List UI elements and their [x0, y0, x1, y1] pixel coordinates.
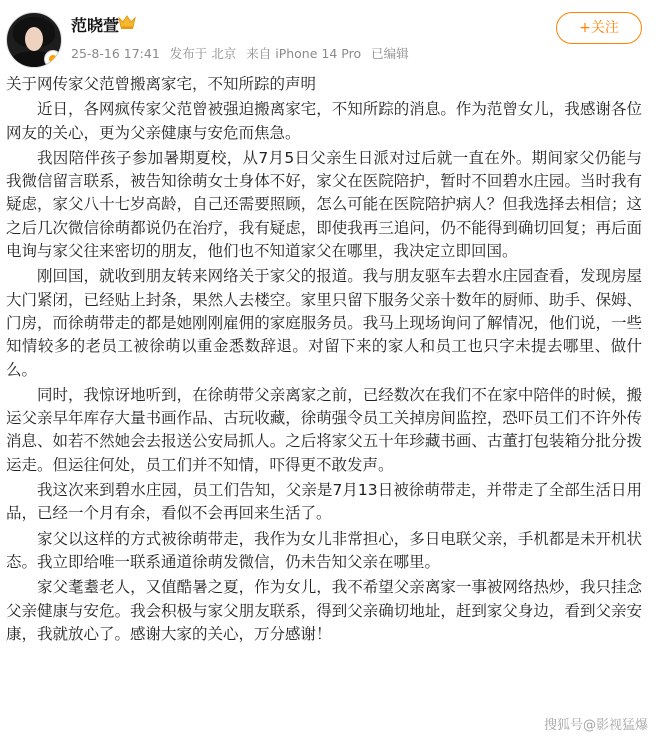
- post-title: 关于网传家父范曾搬离家宅，不知所踪的声明: [6, 75, 317, 93]
- post-meta: [71, 44, 415, 62]
- post-header: [0, 0, 660, 62]
- post-paragraph: 我因陪伴孩子参加暑期夏校，从7月5日父亲生日派对过后就一直在外。期间家父仍能与我微信留言联系，被告知徐萌女士身体不好，家父在医院陪护，暂时不回碧水庄园。当时我有疑虑，家父八十七岁高龄，自己还需要照顾，怎么可能在医院陪护病人？但我选择去相信；这之后几次微信徐萌都说仍在治疗，我有疑虑，即使我再三追问，仍不能得到确切回复；再后面电询与家父往来密切的朋友，他们也不知道家父在哪里，我决定立即回国。: [6, 148, 642, 261]
- post-paragraph: 家父以这样的方式被徐萌带走，我作为女儿非常担心，多日电联父亲，手机都是未开机状态。我立即给唯一联系通道徐萌发微信，仍未告知父亲在哪里。: [6, 529, 642, 571]
- post-time: 25-8-16 17:41: [71, 46, 160, 61]
- verified-badge-icon: [44, 50, 62, 68]
- username[interactable]: 范晓萱: [71, 16, 120, 35]
- post-content: [6, 73, 642, 648]
- follow-button[interactable]: +关注: [556, 12, 642, 44]
- post-device: 来自 iPhone 14 Pro: [246, 46, 362, 61]
- avatar[interactable]: [6, 12, 62, 68]
- avatar-face: [25, 27, 43, 51]
- post-paragraph: 我这次来到碧水庄园，员工们告知，父亲是7月13日被徐萌带走，并带走了全部生活日用品，已经一个月有余，看似不会再回来生活了。: [6, 481, 642, 523]
- watermark: 搜狐号@影视猛爆: [544, 714, 648, 733]
- post-paragraph: 近日，各网疯传家父范曾被强迫搬离家宅，不知所踪的消息。作为范曾女儿，我感谢各位网友的关心，更为父亲健康与安危而焦急。: [6, 100, 642, 142]
- post-paragraph: 家父耄耋老人，又值酷暑之夏，作为女儿，我不希望父亲离家一事被网络热炒，我只挂念父亲健康与安危。我会积极与家父朋友联系，得到父亲确切地址，赶到家父身边，看到父亲安康，我就放心了。感谢大家的关心，万分感谢！: [6, 578, 642, 643]
- post-paragraph: 刚回国，就收到朋友转来网络关于家父的报道。我与朋友驱车去碧水庄园查看，发现房屋大门紧闭，已经贴上封条，果然人去楼空。家里只留下服务父亲十数年的厨师、助手、保姆、门房，而徐萌带走的都是她刚刚雇佣的家庭服务员。我马上现场询问了解情况，他们说，一些知情较多的老员工被徐萌以重金悉数辞退。对留下来的家人和员工也只字未提去哪里、做什么。: [6, 267, 642, 379]
- post-paragraph: 同时，我惊讶地听到，在徐萌带父亲离家之前，已经数次在我们不在家中陪伴的时候，搬运父亲早年库存大量书画作品、古玩收藏，徐萌强令员工关掉房间监控，恐吓员工们不许外传消息、如若不然她会去报送公安局抓人。之后将家父五十年珍藏书画、古董打包装箱分批分拨运走。但运往何处，员工们并不知情，吓得更不敢发声。: [6, 385, 642, 474]
- crown-icon[interactable]: [118, 14, 136, 30]
- post-edited[interactable]: 已编辑: [371, 46, 409, 61]
- post-location: 发布于 北京: [169, 46, 237, 61]
